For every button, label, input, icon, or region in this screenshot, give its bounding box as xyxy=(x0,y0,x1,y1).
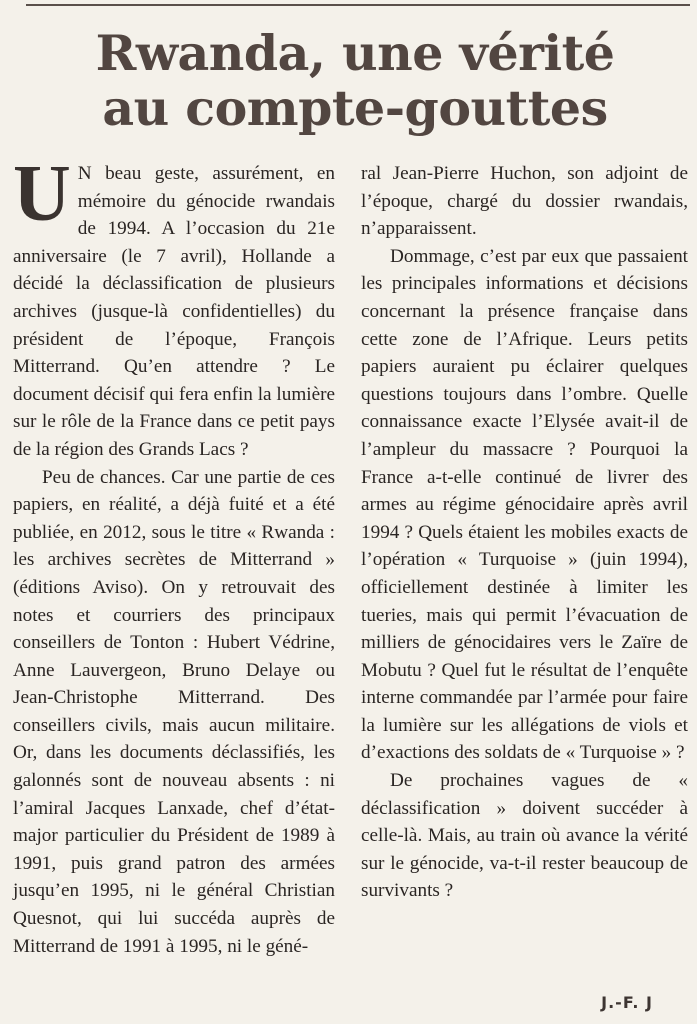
paragraph-2: Peu de chances. Car une partie de ces papiers, en réalité, a déjà fuité et a été publiée, en 2012, sous le titre « Rwanda : les archives secrètes de Mitterrand » (éditions Aviso). On y retrouvait des notes et courriers des principaux conseillers de Tonton : Hubert Védrine, Anne Lauvergeon, Bruno Delaye ou Jean-Christophe Mitterrand. Des conseillers civils, mais aucun militaire. Or, dans les documents déclassifiés, les galonnés sont de nouveau absents : ni l’amiral Jacques Lanxade, chef d’état-major particulier du Président de 1989 à 1991, puis grand patron des armées jusqu’en 1995, ni le général Christian Quesnot, qui lui succéda auprès de Mitterrand de 1991 à 1995, ni le géné- xyxy=(13,466,335,957)
paragraph-3: Dommage, c’est par eux que passaient les principales informations et décisions concernant la présence française dans cette zone de l’Afrique. Leurs petits papiers auraient pu éclairer quelques questions toujours dans l’ombre. Quelle connaissance exacte l’Elysée avait-il de l’ampleur du massacre ? Pourquoi la France a-t-elle continué de livrer des armes au régime génocidaire après avril 1994 ? Quels étaient les mobiles exacts de l’opération « Turquoise » (juin 1994), officiellement destinée à limiter les tueries, mais qui permit l’évacuation de milliers de génocidaires vers le Zaïre de Mobutu ? Quel fut le résultat de l’enquête interne commandée par l’armée pour faire la lumière sur les allégations de viols et d’exactions des soldats de « Turquoise » ? xyxy=(361,245,688,764)
author-signature: J.-F. J xyxy=(601,993,653,1012)
paragraph-2-continued: ral Jean-Pierre Huchon, son adjoint de l’époque, chargé du dossier rwandais, n’apparaissent. xyxy=(361,163,688,240)
headline xyxy=(20,26,690,136)
paragraph-1 xyxy=(13,150,335,464)
first-word-rest: N xyxy=(77,163,92,184)
top-rule xyxy=(26,4,690,6)
article-column-right xyxy=(361,160,688,905)
article-column-left xyxy=(13,150,335,960)
drop-cap: U xyxy=(13,150,71,238)
paragraph-1-text: beau geste, assurément, en mémoire du génocide rwandais de 1994. A l’occasion du 21e anniversaire (le 7 avril), Hollande a décidé la déclassification de plusieurs archives (jusque-là confidentielles) du président de l’époque, François Mitterrand. Qu’en attendre ? Le document décisif qui fera enfin la lumière sur le rôle de la France dans ce petit pays de la région des Grands Lacs ? xyxy=(13,163,335,460)
paragraph-4: De prochaines vagues de « déclassification » doivent succéder à celle-là. Mais, au train où avance la vérité sur le génocide, va-t-il rester beaucoup de survivants ? xyxy=(361,770,688,902)
headline-line-1: Rwanda, une vérité xyxy=(95,24,615,82)
headline-line-2: au compte-gouttes xyxy=(102,79,608,137)
